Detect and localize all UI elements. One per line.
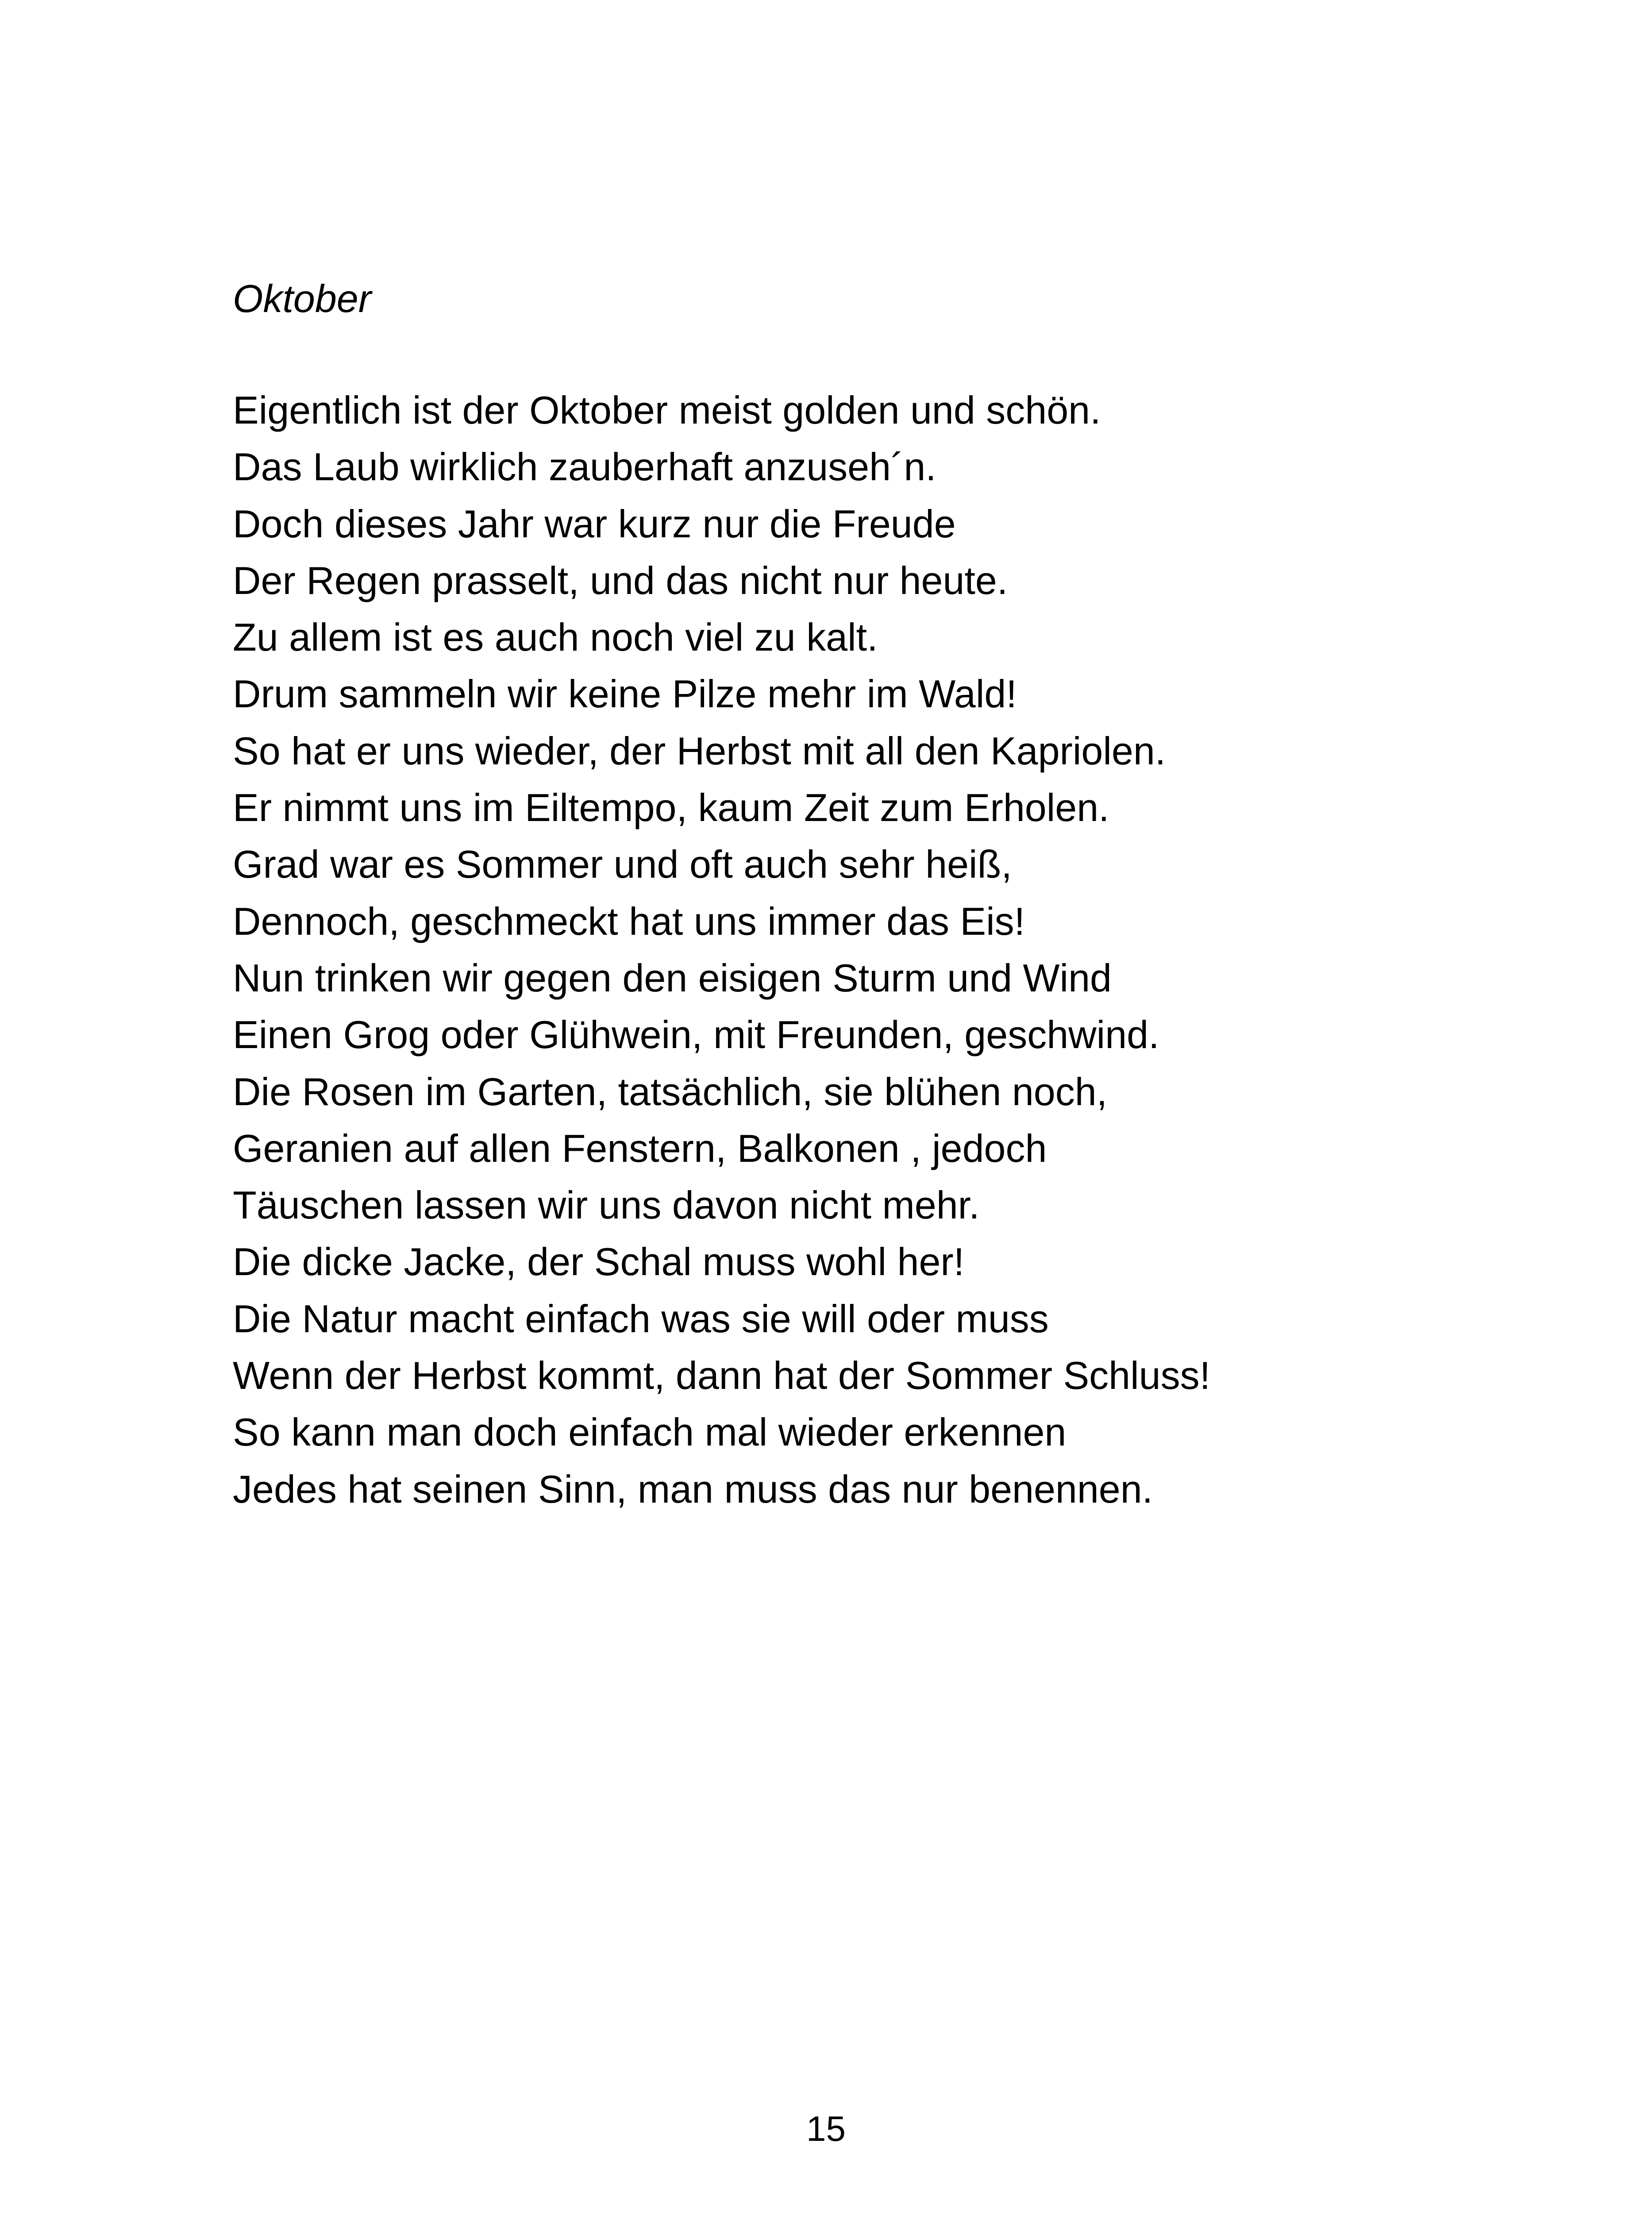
poem-line: Drum sammeln wir keine Pilze mehr im Wald! [233,672,1017,716]
poem-line: Wenn der Herbst kommt, dann hat der Sommer Schluss! [233,1353,1211,1398]
poem-line: Nun trinken wir gegen den eisigen Sturm und Wind [233,956,1112,1000]
poem-line: So hat er uns wieder, der Herbst mit all den Kapriolen. [233,729,1166,773]
poem-body [233,382,1210,1518]
poem-line: Die dicke Jacke, der Schal muss wohl her! [233,1240,965,1284]
poem-line: Der Regen prasselt, und das nicht nur heute. [233,558,1008,602]
poem-line: Die Natur macht einfach was sie will oder muss [233,1296,1049,1341]
poem-line: Geranien auf allen Fenstern, Balkonen , jedoch [233,1126,1047,1170]
poem-line: Einen Grog oder Glühwein, mit Freunden, geschwind. [233,1013,1159,1057]
poem-line: Jedes hat seinen Sinn, man muss das nur benennen. [233,1467,1153,1511]
poem-line: Grad war es Sommer und oft auch sehr heiß, [233,842,1012,887]
poem-line: Eigentlich ist der Oktober meist golden und schön. [233,388,1101,432]
poem-line: Er nimmt uns im Eiltempo, kaum Zeit zum Erholen. [233,786,1109,830]
poem-title: Oktober [233,277,372,320]
poem-line: So kann man doch einfach mal wieder erkennen [233,1410,1067,1454]
poem-line: Doch dieses Jahr war kurz nur die Freude [233,501,956,546]
poem-line: Die Rosen im Garten, tatsächlich, sie blühen noch, [233,1069,1108,1114]
page-number: 15 [806,2109,846,2148]
poem-line: Das Laub wirklich zauberhaft anzuseh´n. [233,445,936,489]
poem-line: Zu allem ist es auch noch viel zu kalt. [233,615,878,659]
poem-line: Dennoch, geschmeckt hat uns immer das Eis! [233,899,1025,943]
poem-line: Täuschen lassen wir uns davon nicht mehr. [233,1183,980,1227]
